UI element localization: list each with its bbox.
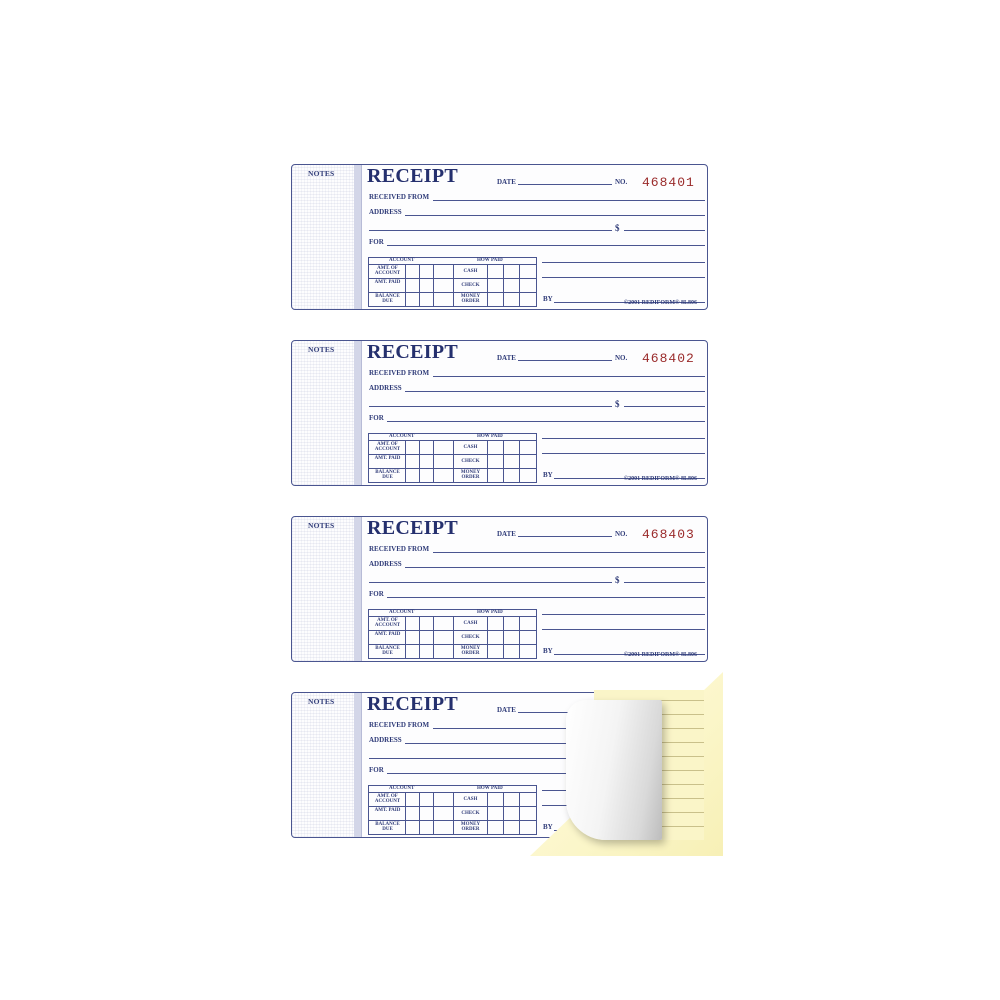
- how-paid-header: HOW PAID: [477, 786, 503, 791]
- peeled-page-curl[interactable]: [566, 700, 662, 840]
- for-label: FOR: [369, 766, 384, 774]
- for-line[interactable]: [387, 421, 705, 422]
- dollar-sign: $: [615, 575, 620, 585]
- signature-line-2[interactable]: [542, 453, 705, 454]
- account-header: ACCOUNT: [389, 434, 415, 439]
- amount-line[interactable]: [624, 230, 705, 231]
- received-from-label: RECEIVED FROM: [369, 369, 430, 377]
- by-label: BY: [543, 471, 553, 479]
- date-line[interactable]: [518, 360, 612, 361]
- receipt-number: 468402: [642, 351, 695, 366]
- signature-line-2[interactable]: [542, 277, 705, 278]
- for-label: FOR: [369, 238, 384, 246]
- address-line[interactable]: [405, 567, 705, 568]
- receipt-number: 468401: [642, 175, 695, 190]
- received-from-line[interactable]: [433, 552, 705, 553]
- receipt-number: 468403: [642, 527, 695, 542]
- address-line-2[interactable]: [369, 230, 612, 231]
- stub-divider-band: [354, 341, 362, 485]
- receipt-form-3: [291, 516, 708, 662]
- money-order-label: MONEY ORDER: [460, 294, 481, 304]
- signature-line-2[interactable]: [542, 629, 705, 630]
- stub-divider-band: [354, 165, 362, 309]
- payment-table: [368, 609, 537, 659]
- how-paid-header: HOW PAID: [477, 434, 503, 439]
- received-from-line[interactable]: [433, 200, 705, 201]
- stub-divider-band: [354, 693, 362, 837]
- address-line[interactable]: [405, 391, 705, 392]
- by-label: BY: [543, 823, 553, 831]
- address-label: ADDRESS: [369, 384, 402, 392]
- amt-paid-label: AMT. PAID: [374, 280, 401, 285]
- received-from-label: RECEIVED FROM: [369, 721, 430, 729]
- date-line[interactable]: [518, 184, 612, 185]
- cash-label: CASH: [463, 621, 478, 626]
- copyright-text: ©2001 REDIFORM® 8L806: [623, 652, 697, 658]
- address-line-2[interactable]: [369, 406, 612, 407]
- receipt-title: RECEIPT: [367, 165, 459, 187]
- receipt-title: RECEIPT: [367, 341, 459, 363]
- signature-line-1[interactable]: [542, 438, 705, 439]
- date-label: DATE: [497, 178, 516, 186]
- date-line[interactable]: [518, 536, 612, 537]
- address-label: ADDRESS: [369, 736, 402, 744]
- received-from-label: RECEIVED FROM: [369, 193, 430, 201]
- notes-label: NOTES: [308, 697, 335, 706]
- account-header: ACCOUNT: [389, 786, 415, 791]
- for-line[interactable]: [387, 597, 705, 598]
- for-line[interactable]: [387, 245, 705, 246]
- stub-divider-band: [354, 517, 362, 661]
- how-paid-header: HOW PAID: [477, 258, 503, 263]
- number-label: NO.: [615, 530, 628, 538]
- cash-label: CASH: [463, 445, 478, 450]
- amt-of-account-label: AMT. OF ACCOUNT: [374, 266, 401, 276]
- balance-due-label: BALANCE DUE: [375, 470, 400, 480]
- signature-line-1[interactable]: [542, 614, 705, 615]
- received-from-line[interactable]: [433, 376, 705, 377]
- dollar-sign: $: [615, 223, 620, 233]
- check-label: CHECK: [461, 635, 480, 640]
- date-label: DATE: [497, 530, 516, 538]
- for-label: FOR: [369, 590, 384, 598]
- signature-line-1[interactable]: [542, 262, 705, 263]
- address-label: ADDRESS: [369, 208, 402, 216]
- notes-label: NOTES: [308, 521, 335, 530]
- date-label: DATE: [497, 706, 516, 714]
- amt-paid-label: AMT. PAID: [374, 456, 401, 461]
- account-header: ACCOUNT: [389, 258, 415, 263]
- cash-label: CASH: [463, 269, 478, 274]
- amt-paid-label: AMT. PAID: [374, 632, 401, 637]
- address-label: ADDRESS: [369, 560, 402, 568]
- dollar-sign: $: [615, 399, 620, 409]
- cash-label: CASH: [463, 797, 478, 802]
- amt-of-account-label: AMT. OF ACCOUNT: [374, 794, 401, 804]
- receipt-form-2: [291, 340, 708, 486]
- account-header: ACCOUNT: [389, 610, 415, 615]
- amt-of-account-label: AMT. OF ACCOUNT: [374, 618, 401, 628]
- address-line[interactable]: [405, 215, 705, 216]
- address-line-2[interactable]: [369, 582, 612, 583]
- receipt-title: RECEIPT: [367, 517, 459, 539]
- payment-table: [368, 257, 537, 307]
- money-order-label: MONEY ORDER: [460, 646, 481, 656]
- date-label: DATE: [497, 354, 516, 362]
- check-label: CHECK: [461, 459, 480, 464]
- notes-stub: [292, 341, 355, 485]
- amt-paid-label: AMT. PAID: [374, 808, 401, 813]
- received-from-label: RECEIVED FROM: [369, 545, 430, 553]
- receipt-title: RECEIPT: [367, 693, 459, 715]
- payment-table: [368, 433, 537, 483]
- for-label: FOR: [369, 414, 384, 422]
- notes-label: NOTES: [308, 169, 335, 178]
- balance-due-label: BALANCE DUE: [375, 646, 400, 656]
- amt-of-account-label: AMT. OF ACCOUNT: [374, 442, 401, 452]
- check-label: CHECK: [461, 283, 480, 288]
- balance-due-label: BALANCE DUE: [375, 822, 400, 832]
- how-paid-header: HOW PAID: [477, 610, 503, 615]
- balance-due-label: BALANCE DUE: [375, 294, 400, 304]
- number-label: NO.: [615, 178, 628, 186]
- by-label: BY: [543, 647, 553, 655]
- payment-table: [368, 785, 537, 835]
- money-order-label: MONEY ORDER: [460, 470, 481, 480]
- money-order-label: MONEY ORDER: [460, 822, 481, 832]
- copyright-text: ©2001 REDIFORM® 8L806: [623, 476, 697, 482]
- receipt-form-1: [291, 164, 708, 310]
- check-label: CHECK: [461, 811, 480, 816]
- amount-line[interactable]: [624, 406, 705, 407]
- number-label: NO.: [615, 354, 628, 362]
- amount-line[interactable]: [624, 582, 705, 583]
- notes-stub: [292, 165, 355, 309]
- notes-label: NOTES: [308, 345, 335, 354]
- by-label: BY: [543, 295, 553, 303]
- copyright-text: ©2001 REDIFORM® 8L806: [623, 300, 697, 306]
- notes-stub: [292, 517, 355, 661]
- notes-stub: [292, 693, 355, 837]
